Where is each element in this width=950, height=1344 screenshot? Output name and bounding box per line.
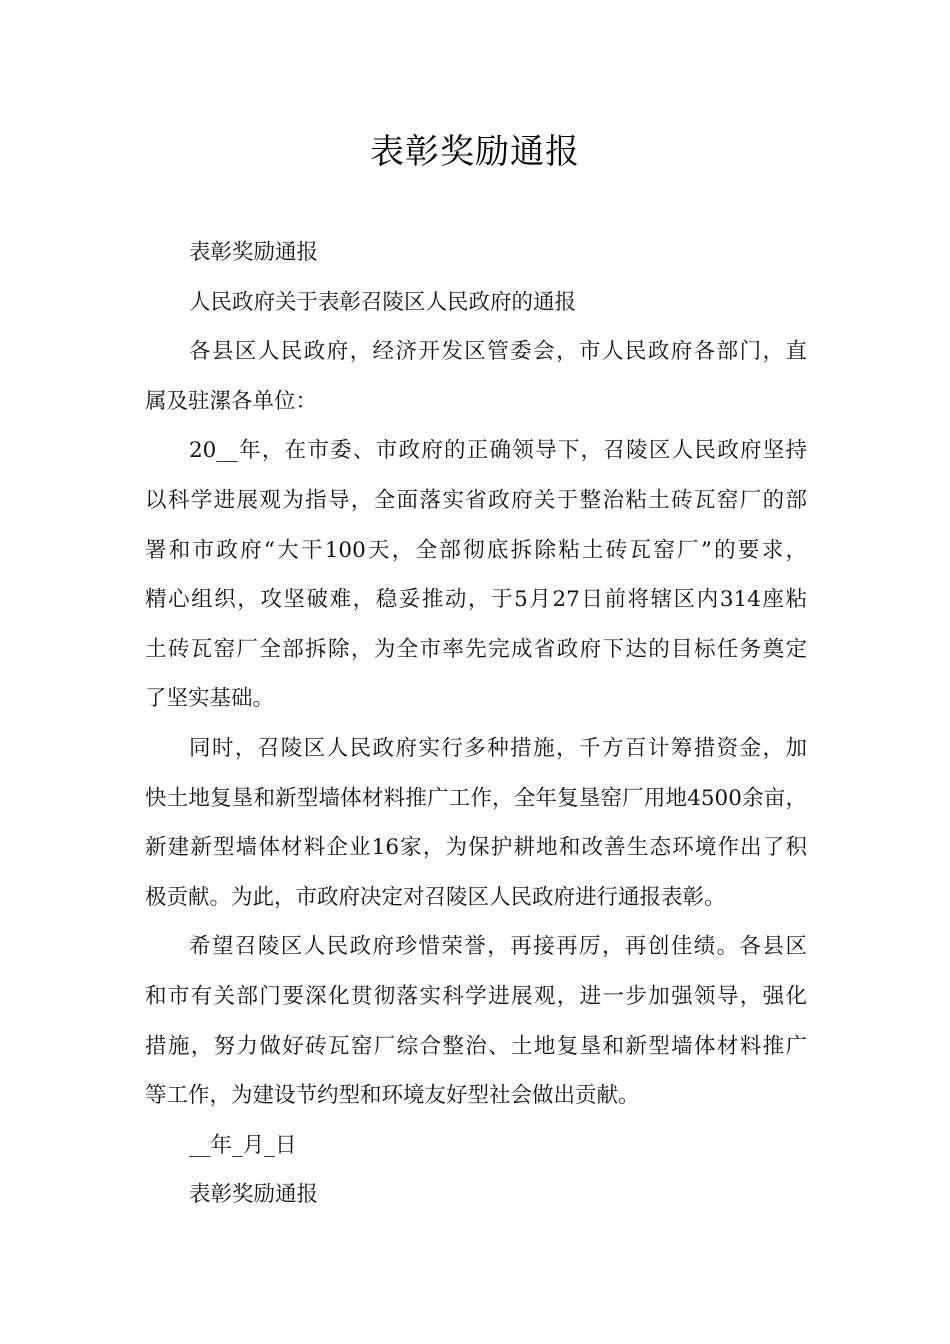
date-line: __年_月_日 [189, 1132, 297, 1158]
paragraph-line: 等工作，为建设节约型和环境友好型社会做出贡献。 [145, 1083, 640, 1109]
footer-heading-line: 表彰奖励通报 [189, 1182, 319, 1208]
paragraph-line: 同时，召陵区人民政府实行多种措施，千方百计筹措资金，加 [189, 735, 807, 761]
heading-line: 表彰奖励通报 [189, 240, 319, 265]
paragraph-line: 快土地复垦和新型墙体材料推广工作，全年复垦窑厂用地4500余亩， [145, 785, 807, 811]
paragraph-line: 土砖瓦窑厂全部拆除，为全市率先完成省政府下达的目标任务奠定 [145, 636, 807, 662]
salutation-line: 属及驻漯各单位： [145, 388, 318, 414]
page-title: 表彰奖励通报 [370, 132, 580, 172]
paragraph-line: 措施，努力做好砖瓦窑厂综合整治、土地复垦和新型墙体材料推广 [145, 1033, 807, 1059]
paragraph-line: 希望召陵区人民政府珍惜荣誉，再接再厉，再创佳绩。各县区 [189, 934, 807, 960]
paragraph-line: 20__年，在市委、市政府的正确领导下，召陵区人民政府坚持 [189, 438, 807, 464]
notice-subject-line: 人民政府关于表彰召陵区人民政府的通报 [189, 289, 577, 315]
paragraph-line: 精心组织，攻坚破难，稳妥推动，于5月27日前将辖区内314座粘 [145, 587, 807, 613]
salutation-line: 各县区人民政府，经济开发区管委会，市人民政府各部门，直 [189, 339, 807, 365]
paragraph-line: 了坚实基础。 [145, 686, 275, 712]
document-body [145, 228, 807, 1220]
paragraph-line: 极贡献。为此，市政府决定对召陵区人民政府进行通报表彰。 [145, 884, 726, 910]
paragraph-line: 和市有关部门要深化贯彻落实科学进展观，进一步加强领导，强化 [145, 983, 807, 1009]
paragraph-line: 以科学进展观为指导，全面落实省政府关于整治粘土砖瓦窑厂的部 [145, 487, 807, 513]
paragraph-line: 署和市政府“大干100天，全部彻底拆除粘土砖瓦窑厂”的要求， [145, 537, 807, 563]
paragraph-line: 新建新型墙体材料企业16家，为保护耕地和改善生态环境作出了积 [145, 835, 807, 861]
